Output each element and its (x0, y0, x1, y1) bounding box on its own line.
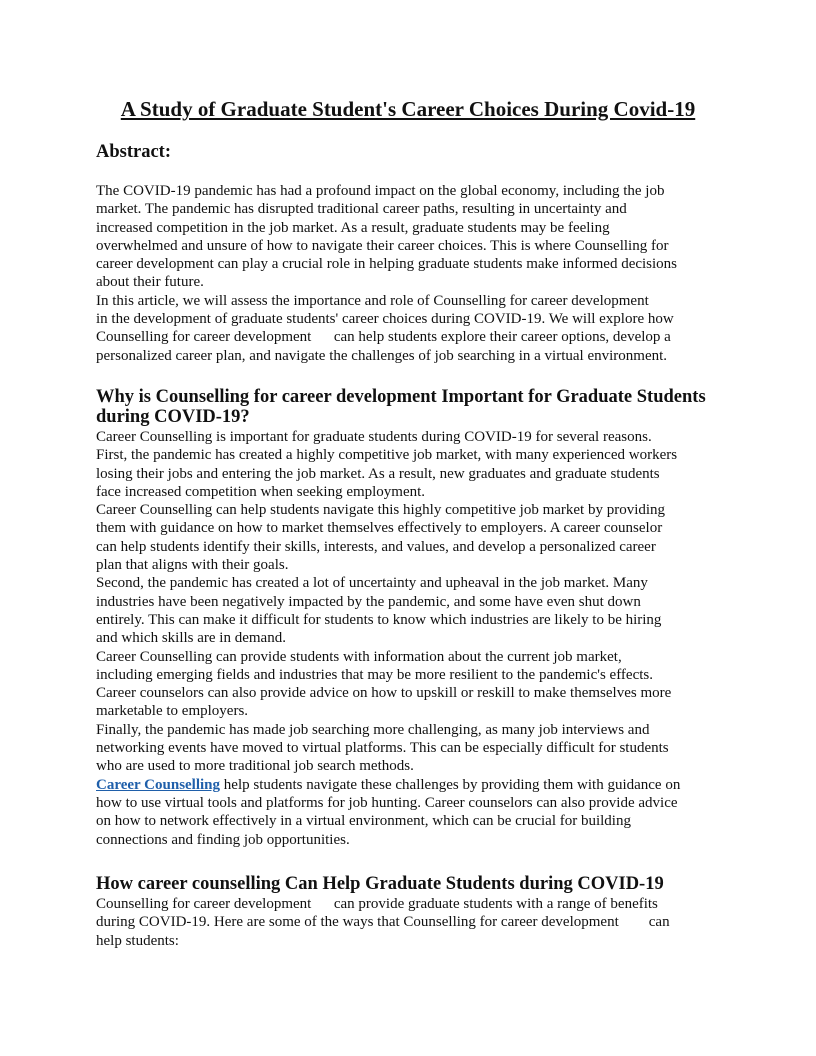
section-how-heading: How career counselling Can Help Graduate Students during COVID-19 (96, 874, 664, 894)
abstract-line: overwhelmed and unsure of how to navigate their career choices. This is where Counselling for (96, 237, 669, 254)
body-line: entirely. This can make it difficult for students to know which industries are likely to be hiring (96, 611, 662, 628)
document-title: A Study of Graduate Student's Career Choices During Covid-19 (120, 97, 696, 121)
body-line: Counselling for career development can provide graduate students with a range of benefits (96, 896, 658, 912)
abstract-line: in the development of graduate students' career choices during COVID-19. We will explore how (96, 311, 674, 328)
body-line: Career counselors can also provide advice on how to upskill or reskill to make themselves more (96, 685, 672, 702)
body-line: connections and finding job opportunities. (96, 831, 350, 848)
body-line-rest: help students navigate these challenges by providing them with guidance on (220, 776, 681, 793)
section-importance-body (96, 428, 736, 849)
body-line: networking events have moved to virtual platforms. This can be especially difficult for students (96, 740, 669, 757)
body-line: who are used to more traditional job search methods. (96, 758, 414, 775)
body-line: Finally, the pandemic has made job searching more challenging, as many job interviews and (96, 721, 650, 738)
abstract-heading: Abstract: (96, 142, 172, 162)
section-how-body (96, 895, 736, 950)
body-line: Career Counselling can help students navigate this highly competitive job market by providing (96, 502, 666, 519)
body-line: losing their jobs and entering the job market. As a result, new graduates and graduate students (96, 465, 660, 482)
body-line: can help students identify their skills, interests, and values, and develop a personalized career (96, 538, 656, 555)
body-line: industries have been negatively impacted by the pandemic, and some have even shut down (96, 593, 641, 610)
section-how-counselling-helps (96, 874, 736, 950)
abstract-line: market. The pandemic has disrupted traditional career paths, resulting in uncertainty and (96, 201, 627, 218)
body-line: on how to network effectively in a virtual environment, which can be crucial for building (96, 813, 631, 830)
section-importance-heading-line1: Why is Counselling for career development Important for Graduate Students (96, 387, 706, 407)
career-counselling-link[interactable]: Career Counselling (96, 776, 221, 793)
body-line: Career Counselling is important for graduate students during COVID-19 for several reasons. (96, 429, 652, 445)
section-importance-heading-line2: during COVID-19? (96, 407, 250, 427)
body-line: help students: (96, 932, 179, 949)
body-line: plan that aligns with their goals. (96, 557, 289, 574)
body-line: and which skills are in demand. (96, 630, 286, 647)
abstract-line: personalized career plan, and navigate the challenges of job searching in a virtual environment. (96, 347, 668, 364)
abstract-line: about their future. (96, 274, 204, 291)
abstract-line: career development can play a crucial role in helping graduate students make informed decisions (96, 256, 678, 273)
section-importance (96, 387, 736, 849)
body-line: including emerging fields and industries that may be more resilient to the pandemic's effects. (96, 666, 653, 683)
body-line: marketable to employers. (96, 703, 249, 720)
body-line: them with guidance on how to market themselves effectively to employers. A career counselor (96, 520, 663, 537)
abstract-line: In this article, we will assess the importance and role of Counselling for career development (96, 292, 649, 309)
body-line: how to use virtual tools and platforms for job hunting. Career counselors can also provide advice (96, 794, 678, 811)
body-line: Career Counselling can provide students with information about the current job market, (96, 648, 622, 665)
abstract-line: The COVID-19 pandemic has had a profound impact on the global economy, including the job (96, 183, 665, 199)
body-line: face increased competition when seeking employment. (96, 483, 426, 500)
abstract-body (96, 182, 736, 365)
abstract-line: increased competition in the job market. As a result, graduate students may be feeling (96, 219, 610, 236)
body-line: First, the pandemic has created a highly competitive job market, with many experienced workers (96, 447, 678, 464)
body-line: during COVID-19. Here are some of the ways that Counselling for career development can (96, 914, 670, 931)
body-line-with-link (96, 776, 736, 794)
body-line: Second, the pandemic has created a lot of uncertainty and upheaval in the job market. Many (96, 575, 648, 592)
abstract-line: Counselling for career development can help students explore their career options, develop a (96, 329, 671, 346)
